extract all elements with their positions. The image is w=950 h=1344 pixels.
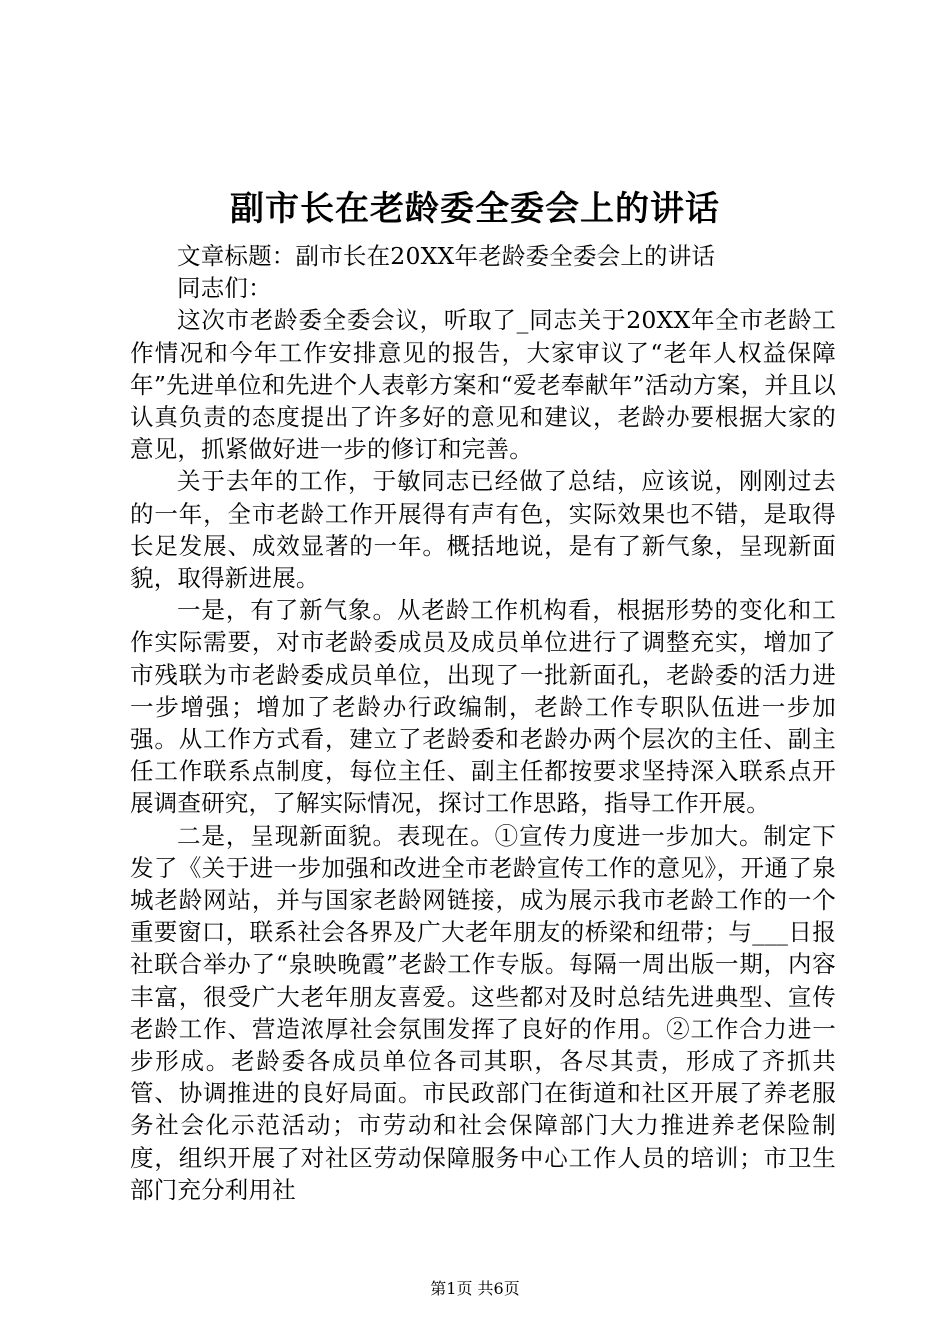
body-paragraph: 这次市老龄委全委会议，听取了_同志关于20XX年全市老龄工作情况和今年工作安排意见的报告，大家审议了“老年人权益保障年”先进单位和先进个人表彰方案和“爱老奉献年”活动方案，并且以认真负责的态度提出了许多好的意见和建议，老龄办要根据大家的意见，抓紧做好进一步的修订和完善。 [130, 306, 836, 464]
document-title: 副市长在老龄委全委会上的讲话 [230, 189, 720, 229]
body-paragraph: 二是，呈现新面貌。表现在。①宣传力度进一步加大。制定下发了《关于进一步加强和改进全市老龄宣传工作的意见》，开通了泉城老龄网站，并与国家老龄网链接，成为展示我市老龄工作的一个重要窗口，联系社会各界及广大老年朋友的桥梁和纽带；与___日报社联合举办了“泉映晚霞”老龄工作专版。每隔一周出版一期，内容丰富，很受广大老年朋友喜爱。这些都对及时总结先进典型、宣传老龄工作、营造浓厚社会氛围发挥了良好的作用。②工作合力进一步形成。老龄委各成员单位各司其职，各尽其责，形成了齐抓共管、协调推进的良好局面。市民政部门在街道和社区开展了养老服务社会化示范活动；市劳动和社会保障部门大力推进养老保险制度，组织开展了对社区劳动保障服务中心工作人员的培训；市卫生部门充分利用社 [130, 821, 836, 1204]
page-number-footer: 第1页 共6页 [430, 1279, 520, 1298]
body-paragraph: 一是，有了新气象。从老龄工作机构看，根据形势的变化和工作实际需要，对市老龄委成员及成员单位进行了调整充实，增加了市残联为市老龄委成员单位，出现了一批新面孔，老龄委的活力进一步增强；增加了老龄办行政编制，老龄工作专职队伍进一步加强。从工作方式看，建立了老龄委和老龄办两个层次的主任、副主任工作联系点制度，每位主任、副主任都按要求坚持深入联系点开展调查研究，了解实际情况，探讨工作思路，指导工作开展。 [130, 596, 836, 818]
salutation: 同志们： [177, 274, 272, 303]
document-body [130, 240, 836, 1206]
article-title-line: 文章标题：副市长在20XX年老龄委全委会上的讲话 [177, 242, 716, 270]
body-paragraph: 关于去年的工作，于敏同志已经做了总结，应该说，刚刚过去的一年，全市老龄工作开展得有声有色，实际效果也不错，是取得长足发展、成效显著的一年。概括地说，是有了新气象，呈现新面貌，取得新进展。 [130, 467, 836, 593]
